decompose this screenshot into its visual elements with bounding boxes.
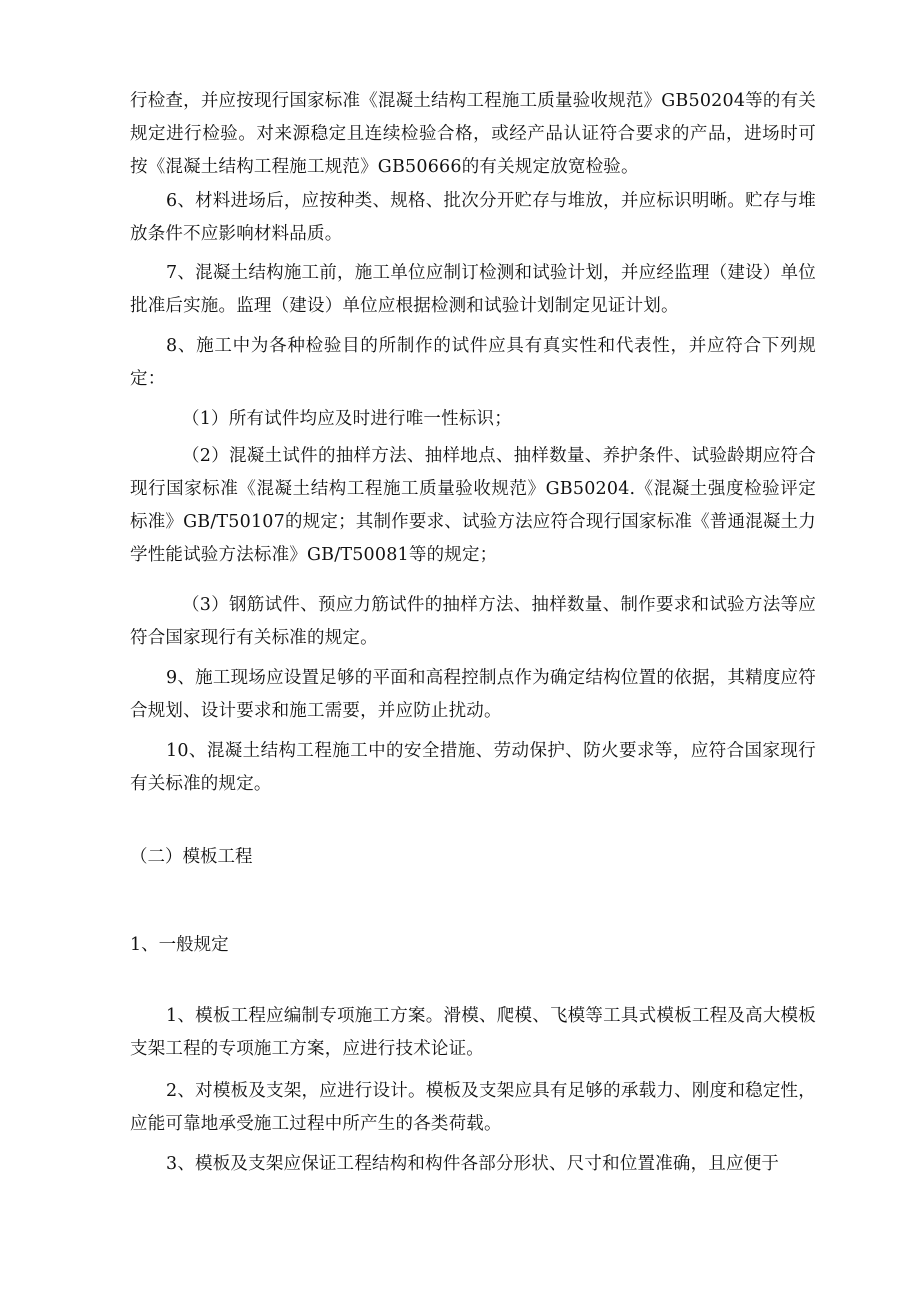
paragraph-item-7: 7、混凝土结构施工前，施工单位应制订检测和试验计划，并应经监理（建设）单位批准后实施。监理（建设）单位应根据检测和试验计划制定见证计划。	[130, 263, 816, 316]
paragraph-item-6: 6、材料进场后，应按种类、规格、批次分开贮存与堆放，并应标识明晰。贮存与堆放条件不应影响材料品质。	[130, 191, 816, 244]
subsection-heading: 1、一般规定	[130, 935, 229, 955]
paragraph-continuation: 行检查，并应按现行国家标准《混凝土结构工程施工质量验收规范》GB50204等的有关规定进行检验。对来源稳定且连续检验合格，或经产品认证符合要求的产品，进场时可按《混凝土结构工程施工规范》GB50666的有关规定放宽检验。	[130, 91, 816, 177]
section-paragraph-2: 2、对模板及支架，应进行设计。模板及支架应具有足够的承载力、刚度和稳定性，应能可靠地承受施工过程中所产生的各类荷载。	[130, 1081, 816, 1134]
paragraph-item-10: 10、混凝土结构工程施工中的安全措施、劳动保护、防火要求等，应符合国家现行有关标准的规定。	[130, 741, 816, 794]
section-heading: （二）模板工程	[130, 847, 253, 867]
paragraph-item-9: 9、施工现场应设置足够的平面和高程控制点作为确定结构位置的依据，其精度应符合规划、设计要求和施工需要，并应防止扰动。	[130, 668, 816, 721]
section-paragraph-1: 1、模板工程应编制专项施工方案。滑模、爬模、飞模等工具式模板工程及高大模板支架工程的专项施工方案，应进行技术论证。	[130, 1006, 816, 1059]
paragraph-subitem-2: （2）混凝土试件的抽样方法、抽样地点、抽样数量、养护条件、试验龄期应符合现行国家标准《混凝土结构工程施工质量验收规范》GB50204.《混凝土强度检验评定标准》GB/T50107的规定；其制作要求、试验方法应符合现行国家标准《普通混凝土力学性能试验方法标准》GB/T50081等的规定；	[130, 446, 816, 565]
paragraph-item-8: 8、施工中为各种检验目的所制作的试件应具有真实性和代表性，并应符合下列规定：	[130, 336, 816, 389]
paragraph-subitem-3: （3）钢筋试件、预应力筋试件的抽样方法、抽样数量、制作要求和试验方法等应符合国家现行有关标准的规定。	[130, 595, 816, 648]
paragraph-subitem-1: （1）所有试件均应及时进行唯一性标识；	[182, 409, 512, 429]
section-paragraph-3: 3、模板及支架应保证工程结构和构件各部分形状、尺寸和位置准确，且应便于	[166, 1154, 780, 1174]
